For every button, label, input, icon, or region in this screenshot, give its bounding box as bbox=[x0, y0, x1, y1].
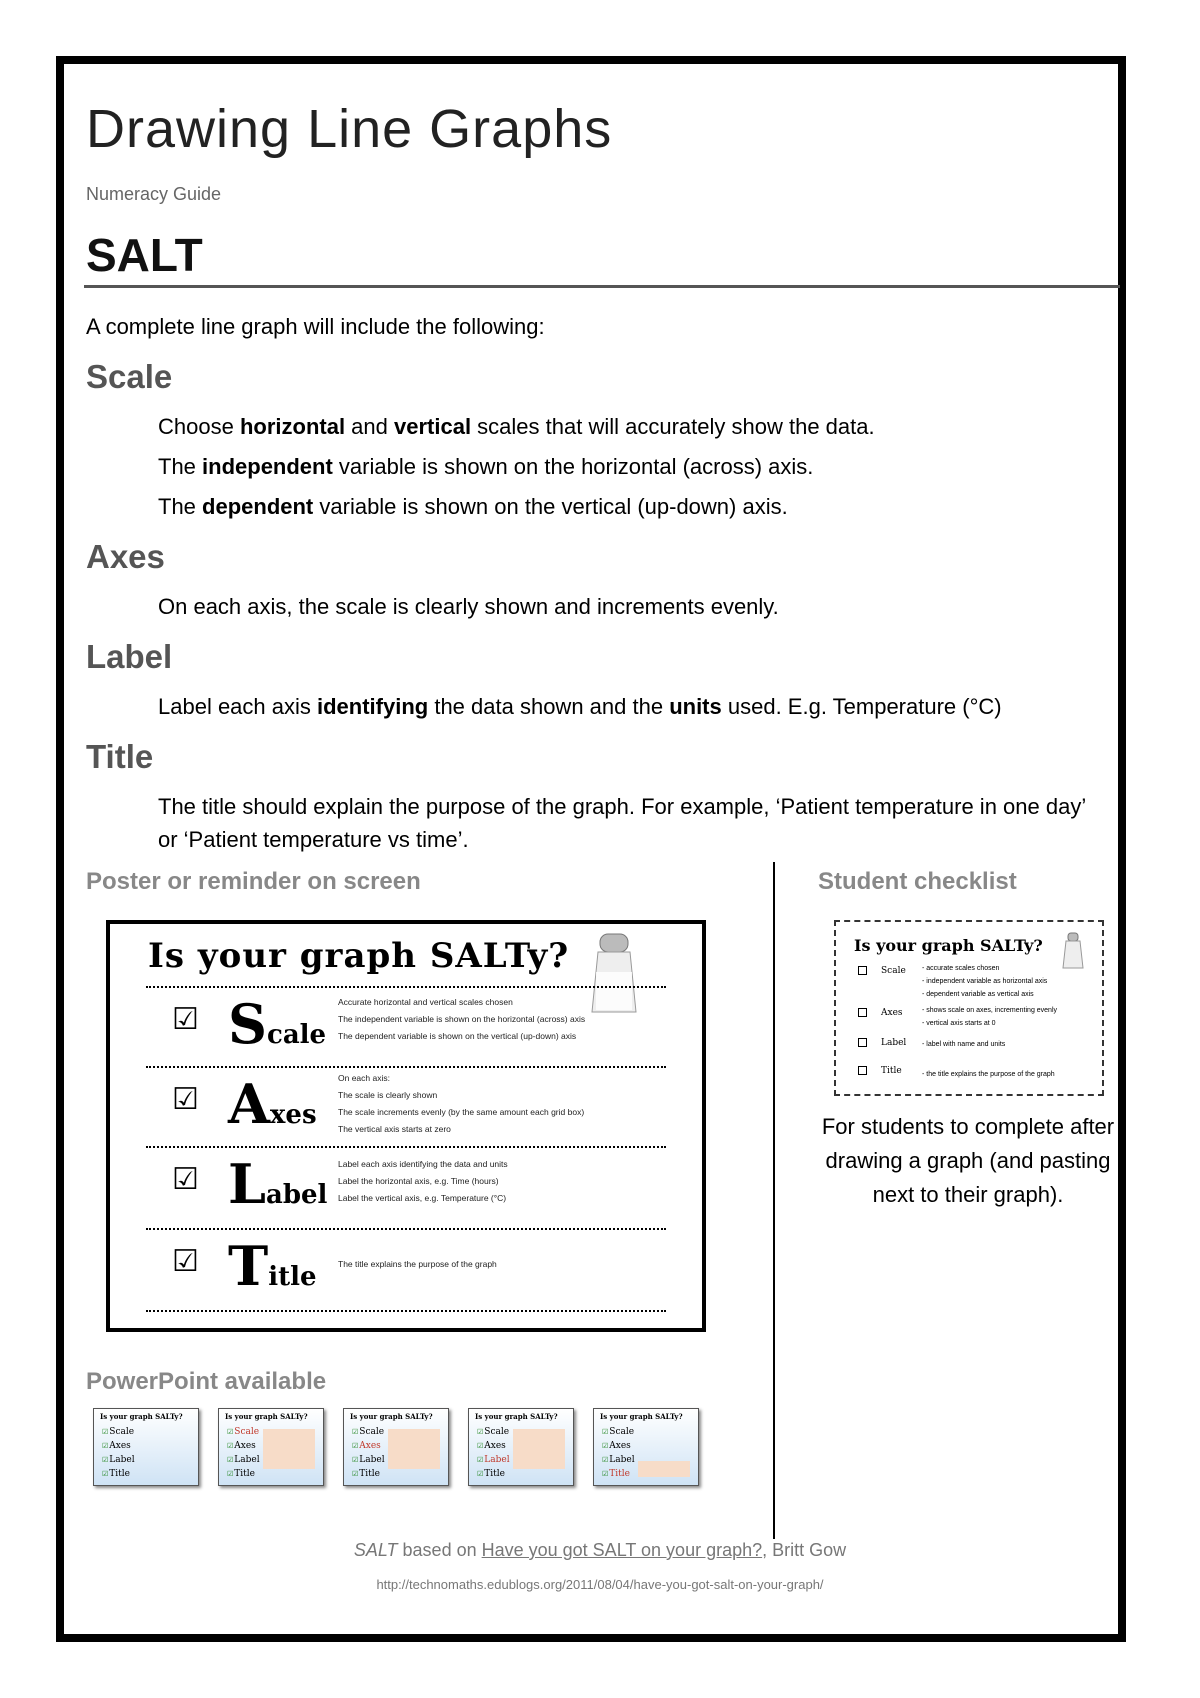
scale-line-1: Choose horizontal and vertical scales that will accurately show the data. bbox=[158, 414, 875, 439]
slide-thumbnail[interactable] bbox=[93, 1408, 199, 1486]
checklist-item: - vertical axis starts at 0 bbox=[922, 1020, 996, 1027]
slide-thumbnail[interactable] bbox=[593, 1408, 699, 1486]
checked-box-icon: ☑ bbox=[172, 1163, 199, 1196]
poster-item: On each axis: bbox=[338, 1073, 390, 1083]
checklist-row-scale[interactable]: Scale bbox=[858, 966, 906, 976]
thumb-row: ☑Axes bbox=[477, 1441, 506, 1451]
thumb-row: ☑Label bbox=[352, 1455, 385, 1465]
salt-poster bbox=[106, 920, 706, 1332]
checklist-title: Is your graph SALTy? bbox=[854, 936, 1043, 955]
thumb-row: ☑Title bbox=[102, 1469, 130, 1479]
poster-divider bbox=[146, 986, 666, 988]
checkbox[interactable] bbox=[858, 1038, 867, 1047]
checklist-item: - label with name and units bbox=[922, 1041, 1006, 1048]
thumb-row: ☑Label bbox=[102, 1455, 135, 1465]
poster-item: The dependent variable is shown on the vertical (up-down) axis bbox=[338, 1031, 577, 1041]
poster-word-axes: Axes bbox=[228, 1072, 317, 1136]
checkbox[interactable] bbox=[858, 1066, 867, 1075]
thumb-title: Is your graph SALTy? bbox=[100, 1412, 183, 1421]
checklist-items-scale bbox=[922, 962, 1047, 1001]
poster-title: Is your graph SALTy? bbox=[148, 936, 570, 976]
checklist-item: - independent variable as horizontal axis bbox=[922, 978, 1048, 985]
checklist-items-axes bbox=[922, 1004, 1057, 1030]
thumb-row: ☑Scale bbox=[102, 1427, 135, 1437]
poster-word-scale: Scale bbox=[228, 992, 327, 1056]
thumb-row: ☑Label bbox=[477, 1455, 510, 1465]
thumb-row: ☑Scale bbox=[477, 1427, 510, 1437]
thumb-note bbox=[263, 1429, 315, 1469]
poster-heading: Poster or reminder on screen bbox=[86, 868, 421, 895]
checklist-row-title[interactable]: Title bbox=[858, 1066, 902, 1076]
footer-url[interactable]: http://technomaths.edublogs.org/2011/08/04/have-you-got-salt-on-your-graph/ bbox=[376, 1577, 824, 1592]
axes-text: On each axis, the scale is clearly shown and increments evenly. bbox=[158, 594, 779, 619]
slide-thumbnail[interactable] bbox=[218, 1408, 324, 1486]
page-subtitle: Numeracy Guide bbox=[86, 184, 222, 204]
salt-shaker-icon bbox=[1062, 932, 1084, 970]
label-text: Label each axis identifying the data shown and the units used. E.g. Temperature (°C) bbox=[158, 694, 1002, 719]
footer-attribution: SALT based on Have you got SALT on your graph?, Britt Gow bbox=[353, 1540, 847, 1560]
thumb-row: ☑Scale bbox=[352, 1427, 385, 1437]
checklist-row-label[interactable]: Label bbox=[858, 1038, 906, 1048]
checklist-row-axes[interactable]: Axes bbox=[858, 1008, 903, 1018]
scale-heading: Scale bbox=[86, 358, 173, 395]
heading-rule bbox=[84, 285, 1120, 288]
poster-divider bbox=[146, 1228, 666, 1230]
checked-box-icon: ☑ bbox=[172, 1083, 199, 1116]
thumb-note bbox=[638, 1461, 690, 1477]
checklist-items-label bbox=[922, 1038, 1005, 1051]
poster-divider bbox=[146, 1066, 666, 1068]
checklist-heading: Student checklist bbox=[818, 868, 1017, 895]
thumb-row: ☑Axes bbox=[227, 1441, 256, 1451]
thumb-row: ☑Axes bbox=[602, 1441, 631, 1451]
thumb-title: Is your graph SALTy? bbox=[225, 1412, 308, 1421]
checklist-item: - accurate scales chosen bbox=[922, 965, 1000, 972]
poster-item: The independent variable is shown on the horizontal (across) axis bbox=[338, 1014, 586, 1024]
poster-item: Label the vertical axis, e.g. Temperature (°C) bbox=[338, 1193, 507, 1203]
student-checklist-card bbox=[834, 920, 1104, 1096]
thumb-row: ☑Label bbox=[227, 1455, 260, 1465]
checkbox[interactable] bbox=[858, 966, 867, 975]
poster-item: The scale increments evenly (by the same amount each grid box) bbox=[338, 1107, 585, 1117]
thumb-row: ☑Title bbox=[477, 1469, 505, 1479]
poster-divider bbox=[146, 1146, 666, 1148]
thumb-title: Is your graph SALTy? bbox=[600, 1412, 683, 1421]
scale-line-3: The dependent variable is shown on the vertical (up-down) axis. bbox=[158, 494, 788, 519]
poster-item: The vertical axis starts at zero bbox=[338, 1124, 451, 1134]
checklist-caption: For students to complete after drawing a graph (and pasting next to their graph). bbox=[821, 1114, 1115, 1207]
thumb-note bbox=[513, 1429, 565, 1469]
poster-item: The scale is clearly shown bbox=[338, 1090, 438, 1100]
slide-thumbnail[interactable] bbox=[468, 1408, 574, 1486]
checklist-items-title bbox=[922, 1068, 1055, 1081]
poster-divider bbox=[146, 1310, 666, 1312]
poster-item: Accurate horizontal and vertical scales chosen bbox=[338, 997, 513, 1007]
thumb-row: ☑Title bbox=[227, 1469, 255, 1479]
thumb-title: Is your graph SALTy? bbox=[475, 1412, 558, 1421]
poster-item: The title explains the purpose of the graph bbox=[338, 1259, 497, 1269]
checklist-item: - shows scale on axes, incrementing evenly bbox=[922, 1007, 1058, 1014]
thumb-title: Is your graph SALTy? bbox=[350, 1412, 433, 1421]
poster-items-title bbox=[338, 1256, 668, 1273]
poster-item: Label the horizontal axis, e.g. Time (hours) bbox=[338, 1176, 499, 1186]
thumb-row: ☑Label bbox=[602, 1455, 635, 1465]
poster-item: Label each axis identifying the data and units bbox=[338, 1159, 508, 1169]
intro-text: A complete line graph will include the following: bbox=[86, 314, 545, 339]
thumb-row: ☑Scale bbox=[602, 1427, 635, 1437]
poster-items-label bbox=[338, 1156, 668, 1207]
page-title: Drawing Line Graphs bbox=[86, 99, 613, 159]
title-text: The title should explain the purpose of the graph. For example, ‘Patient temperature in one day’ or ‘Patient temperature vs time’. bbox=[158, 794, 1086, 852]
poster-items-axes bbox=[338, 1070, 668, 1138]
checkbox[interactable] bbox=[858, 1008, 867, 1017]
checklist-item: - the title explains the purpose of the graph bbox=[922, 1071, 1055, 1078]
poster-word-title: Title bbox=[228, 1234, 317, 1298]
axes-heading: Axes bbox=[86, 538, 165, 575]
label-heading: Label bbox=[86, 638, 173, 675]
thumb-row: ☑Scale bbox=[227, 1427, 260, 1437]
checklist-item: - dependent variable as vertical axis bbox=[922, 991, 1034, 998]
title-heading: Title bbox=[86, 738, 154, 775]
slide-thumbnail[interactable] bbox=[343, 1408, 449, 1486]
thumb-note bbox=[388, 1429, 440, 1469]
checked-box-icon: ☑ bbox=[172, 1245, 199, 1278]
powerpoint-heading: PowerPoint available bbox=[86, 1368, 327, 1395]
source-link[interactable]: Have you got SALT on your graph? bbox=[481, 1540, 763, 1560]
thumb-row: ☑Axes bbox=[102, 1441, 131, 1451]
thumb-row: ☑Title bbox=[602, 1469, 630, 1479]
checked-box-icon: ☑ bbox=[172, 1003, 199, 1036]
thumb-row: ☑Axes bbox=[352, 1441, 381, 1451]
thumb-row: ☑Title bbox=[352, 1469, 380, 1479]
salt-heading: SALT bbox=[86, 229, 203, 281]
column-divider bbox=[773, 862, 775, 1539]
scale-line-2: The independent variable is shown on the horizontal (across) axis. bbox=[158, 454, 814, 479]
poster-items-scale bbox=[338, 994, 668, 1045]
poster-word-label: Label bbox=[228, 1152, 328, 1216]
